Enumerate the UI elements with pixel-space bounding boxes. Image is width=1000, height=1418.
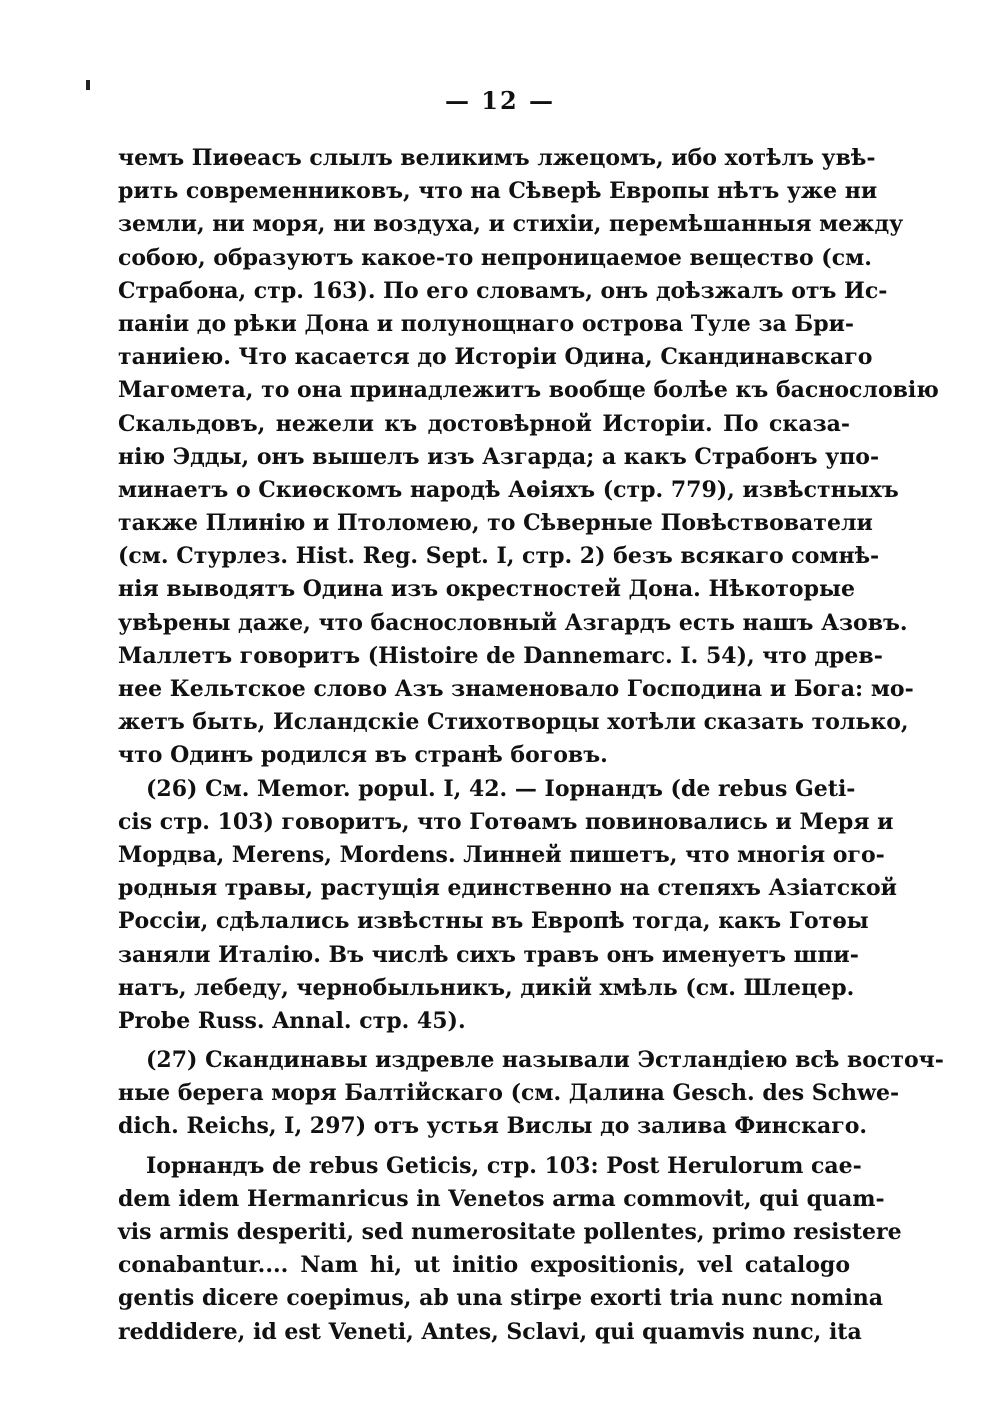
text-line: (27) Скандинавы издревле называли Эстландіею всѣ восточ-	[146, 1047, 944, 1074]
text-line: Магомета, то она принадлежитъ вообще болѣе къ баснословію	[118, 377, 939, 404]
text-line: также Плинію и Птоломею, то Сѣверные Повѣствователи	[118, 510, 873, 537]
text-line: Іорнандъ de rebus Geticis, стр. 103: Post Herulorum cae-	[146, 1152, 862, 1179]
text-line: vis armis desperiti, sed numerositate pollentes, primo resistere	[118, 1219, 902, 1245]
text-line: gentis dicere coepimus, ab una stirpe exorti tria nunc nomina	[118, 1285, 884, 1312]
page-number: — 12 —	[444, 86, 556, 115]
text-line: рить современниковъ, что на Сѣверѣ Европы нѣтъ уже ни	[118, 178, 878, 205]
text-line: dem idem Hermanricus in Venetos arma commovit, qui quam-	[118, 1185, 885, 1212]
text-line: заняли Италію. Въ числѣ сихъ травъ онъ именуетъ шпи-	[118, 941, 859, 968]
text-line: таниіею. Что касается до Исторіи Одина, Скандинавскаго	[118, 344, 873, 371]
text-line: родныя травы, растущія единственно на степяхъ Азіатской	[118, 875, 897, 902]
text-line: что Одинъ родился въ странѣ боговъ.	[118, 742, 608, 769]
text-line: жетъ быть, Исландскіе Стихотворцы хотѣли сказать только,	[118, 709, 909, 736]
text-line: Probe Russ. Annal. стр. 45).	[118, 1007, 466, 1034]
text-line: Россіи, сдѣлались извѣстны въ Европѣ тогда, какъ Готѳы	[118, 908, 869, 935]
text-line: нію Эдды, онъ вышелъ изъ Азгарда; а какъ Страбонъ упо-	[118, 443, 880, 470]
text-line: земли, ни моря, ни воздуха, и стихіи, перемѣшанныя между	[118, 211, 904, 238]
text-line: натъ, лебеду, чернобыльникъ, дикій хмѣль (см. Шлецер.	[118, 974, 855, 1001]
text-line: нія выводятъ Одина изъ окрестностей Дона. Нѣкоторые	[118, 576, 856, 603]
text-line: собою, образуютъ какое-то непроницаемое вещество (см.	[118, 244, 872, 271]
text-line: Маллетъ говоритъ (Histoire de Dannemarc. I. 54), что древ-	[118, 642, 883, 669]
text-line: паніи до рѣки Дона и полунощнаго острова Туле за Бри-	[118, 310, 855, 337]
text-line: Мордва, Merens, Mordens. Линней пишетъ, что многія ого-	[118, 841, 885, 868]
text-line: conabantur.... Nam hi, ut initio expositionis, vel catalogo	[118, 1252, 850, 1279]
text-line: dich. Reichs, I, 297) отъ устья Вислы до залива Финскаго.	[118, 1113, 868, 1140]
text-line: чемъ Пиѳеасъ слылъ великимъ лжецомъ, ибо хотѣлъ увѣ-	[118, 145, 876, 171]
text-line: увѣрены даже, что баснословный Азгардъ есть нашъ Азовъ.	[118, 609, 908, 636]
text-line: cis стр. 103) говоритъ, что Готѳамъ повиновались и Меря и	[118, 808, 894, 835]
text-line: нее Кельтское слово Азъ знаменовало Господина и Бога: мо-	[118, 676, 914, 702]
text-line: минаетъ о Скиѳскомъ народѣ Аѳіяхъ (стр. 779), извѣстныхъ	[118, 476, 899, 503]
text-line: (26) См. Memor. popul. I, 42. — Іорнандъ (de rebus Geti-	[146, 775, 856, 802]
text-line: (см. Стурлез. Hist. Reg. Sept. I, стр. 2) безъ всякаго сомнѣ-	[118, 543, 880, 570]
text-line: Страбона, стр. 163). По его словамъ, онъ доѣзжалъ отъ Ис-	[118, 277, 888, 304]
text-line: reddidere, id est Veneti, Antes, Sclavi, qui quamvis nunc, ita	[118, 1318, 862, 1345]
body-text	[118, 142, 944, 1349]
text-line: ные берега моря Балтійскаго (см. Далина Gesch. des Schwe-	[118, 1080, 900, 1107]
text-line: Скальдовъ, нежели къ достовѣрной Исторіи. По сказа-	[118, 410, 850, 437]
